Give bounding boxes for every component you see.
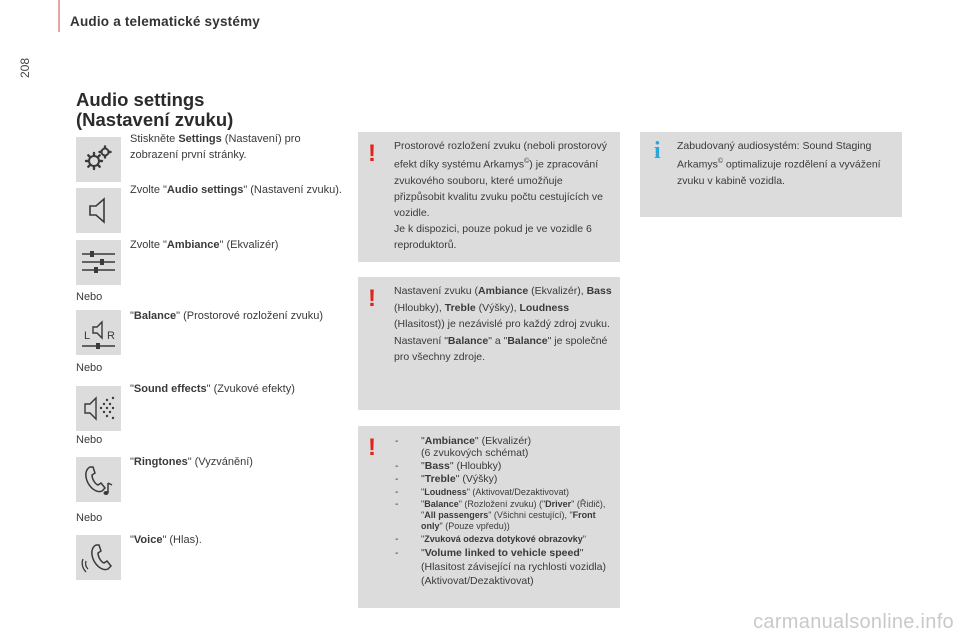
balance-left-label: L <box>84 330 91 342</box>
ringtone-icon <box>76 457 121 502</box>
balance-icon-box <box>76 310 121 355</box>
list-item: - "Volume linked to vehicle speed" (Hlasitost závisející na rychlosti vozidla) (Aktivovat/Dezaktivovat) <box>395 547 606 587</box>
step-ambiance: Zvolte "Ambiance" (Ekvalizér) <box>130 239 279 251</box>
chapter-title: Audio a telematické systémy <box>70 14 260 29</box>
warning-icon: ! <box>368 285 376 312</box>
gears-icon <box>76 137 121 182</box>
balance-right-label: R <box>107 330 115 342</box>
sound-effects-icon-box <box>76 386 121 431</box>
list-item: - "Balance" (Rozložení zvuku) ("Driver" (Řidič), "All passengers" (Všichni cestující), "Front only" (Pouze vpředu)) <box>395 498 606 531</box>
voice-icon <box>76 535 121 580</box>
list-item: - "Zvuková odezva dotykové obrazovky" <box>395 533 586 545</box>
step-balance: "Balance" (Prostorové rozložení zvuku) <box>130 310 324 322</box>
nebo-label: Nebo <box>76 434 103 446</box>
balance-icon <box>76 310 121 355</box>
page-number: 208 <box>18 57 32 78</box>
step-ringtones: "Ringtones" (Vyzvánění) <box>130 456 253 468</box>
warning-icon: ! <box>368 140 376 167</box>
step-settings: Stiskněte Settings (Nastavení) pro zobrazení první stránky. <box>130 133 301 161</box>
ambiance-icon-box <box>76 240 121 285</box>
settings-icon-box <box>76 137 121 182</box>
step-sound-effects: "Sound effects" (Zvukové efekty) <box>130 383 295 395</box>
sound-effects-icon <box>76 386 121 431</box>
panel-text: Nastavení zvuku (Ambiance (Ekvalizér), Bass (Hloubky), Treble (Výšky), Loudness (Hlasitost)) je nezávislé pro každý zdroj zvuku. Nastavení "Balance" a "Balance" je společné pro všechny zdroje. <box>394 285 612 363</box>
list-item: - "Treble" (Výšky) <box>395 473 498 485</box>
options-list <box>395 435 613 589</box>
warning-panel-settings-per-source <box>358 277 620 410</box>
section-title-line2: (Nastavení zvuku) <box>76 109 234 130</box>
nebo-label: Nebo <box>76 512 103 524</box>
warning-panel-options-list <box>358 426 620 608</box>
nebo-label: Nebo <box>76 291 103 303</box>
info-panel-arkamys <box>640 132 902 217</box>
header-accent-bar <box>58 0 60 32</box>
equalizer-icon <box>76 240 121 285</box>
step-voice: "Voice" (Hlas). <box>130 534 202 546</box>
section-title-line1: Audio settings <box>76 89 205 110</box>
audio-icon-box <box>76 188 121 233</box>
voice-icon-box <box>76 535 121 580</box>
nebo-label: Nebo <box>76 362 103 374</box>
speaker-icon <box>76 188 121 233</box>
step-audio-settings: Zvolte "Audio settings" (Nastavení zvuku). <box>130 184 342 196</box>
warning-icon: ! <box>368 434 376 461</box>
ringtones-icon-box <box>76 457 121 502</box>
list-item: - "Bass" (Hloubky) <box>395 460 502 472</box>
list-item: - "Loudness" (Aktivovat/Dezaktivovat) <box>395 486 569 498</box>
list-item: - "Ambiance" (Ekvalizér) (6 zvukových schémat) <box>395 435 532 459</box>
watermark: carmanualsonline.info <box>753 611 954 633</box>
info-icon: i <box>654 138 661 164</box>
warning-panel-spatial-sound <box>358 132 620 262</box>
panel-text: Prostorové rozložení zvuku (neboli prostorový efekt díky systému Arkamys©) je zpracování zvukového souboru, které umožňuje přizpůsobit kvalitu zvuku počtu cestujících ve vozidle. Je k dispozici, pouze pokud je ve vozidle 6 reproduktorů. <box>394 140 608 251</box>
panel-text: Zabudovaný audiosystém: Sound Staging Arkamys© optimalizuje rozdělení a vyvážení zvuku v kabině vozidla. <box>677 140 881 187</box>
section-title <box>76 90 233 130</box>
